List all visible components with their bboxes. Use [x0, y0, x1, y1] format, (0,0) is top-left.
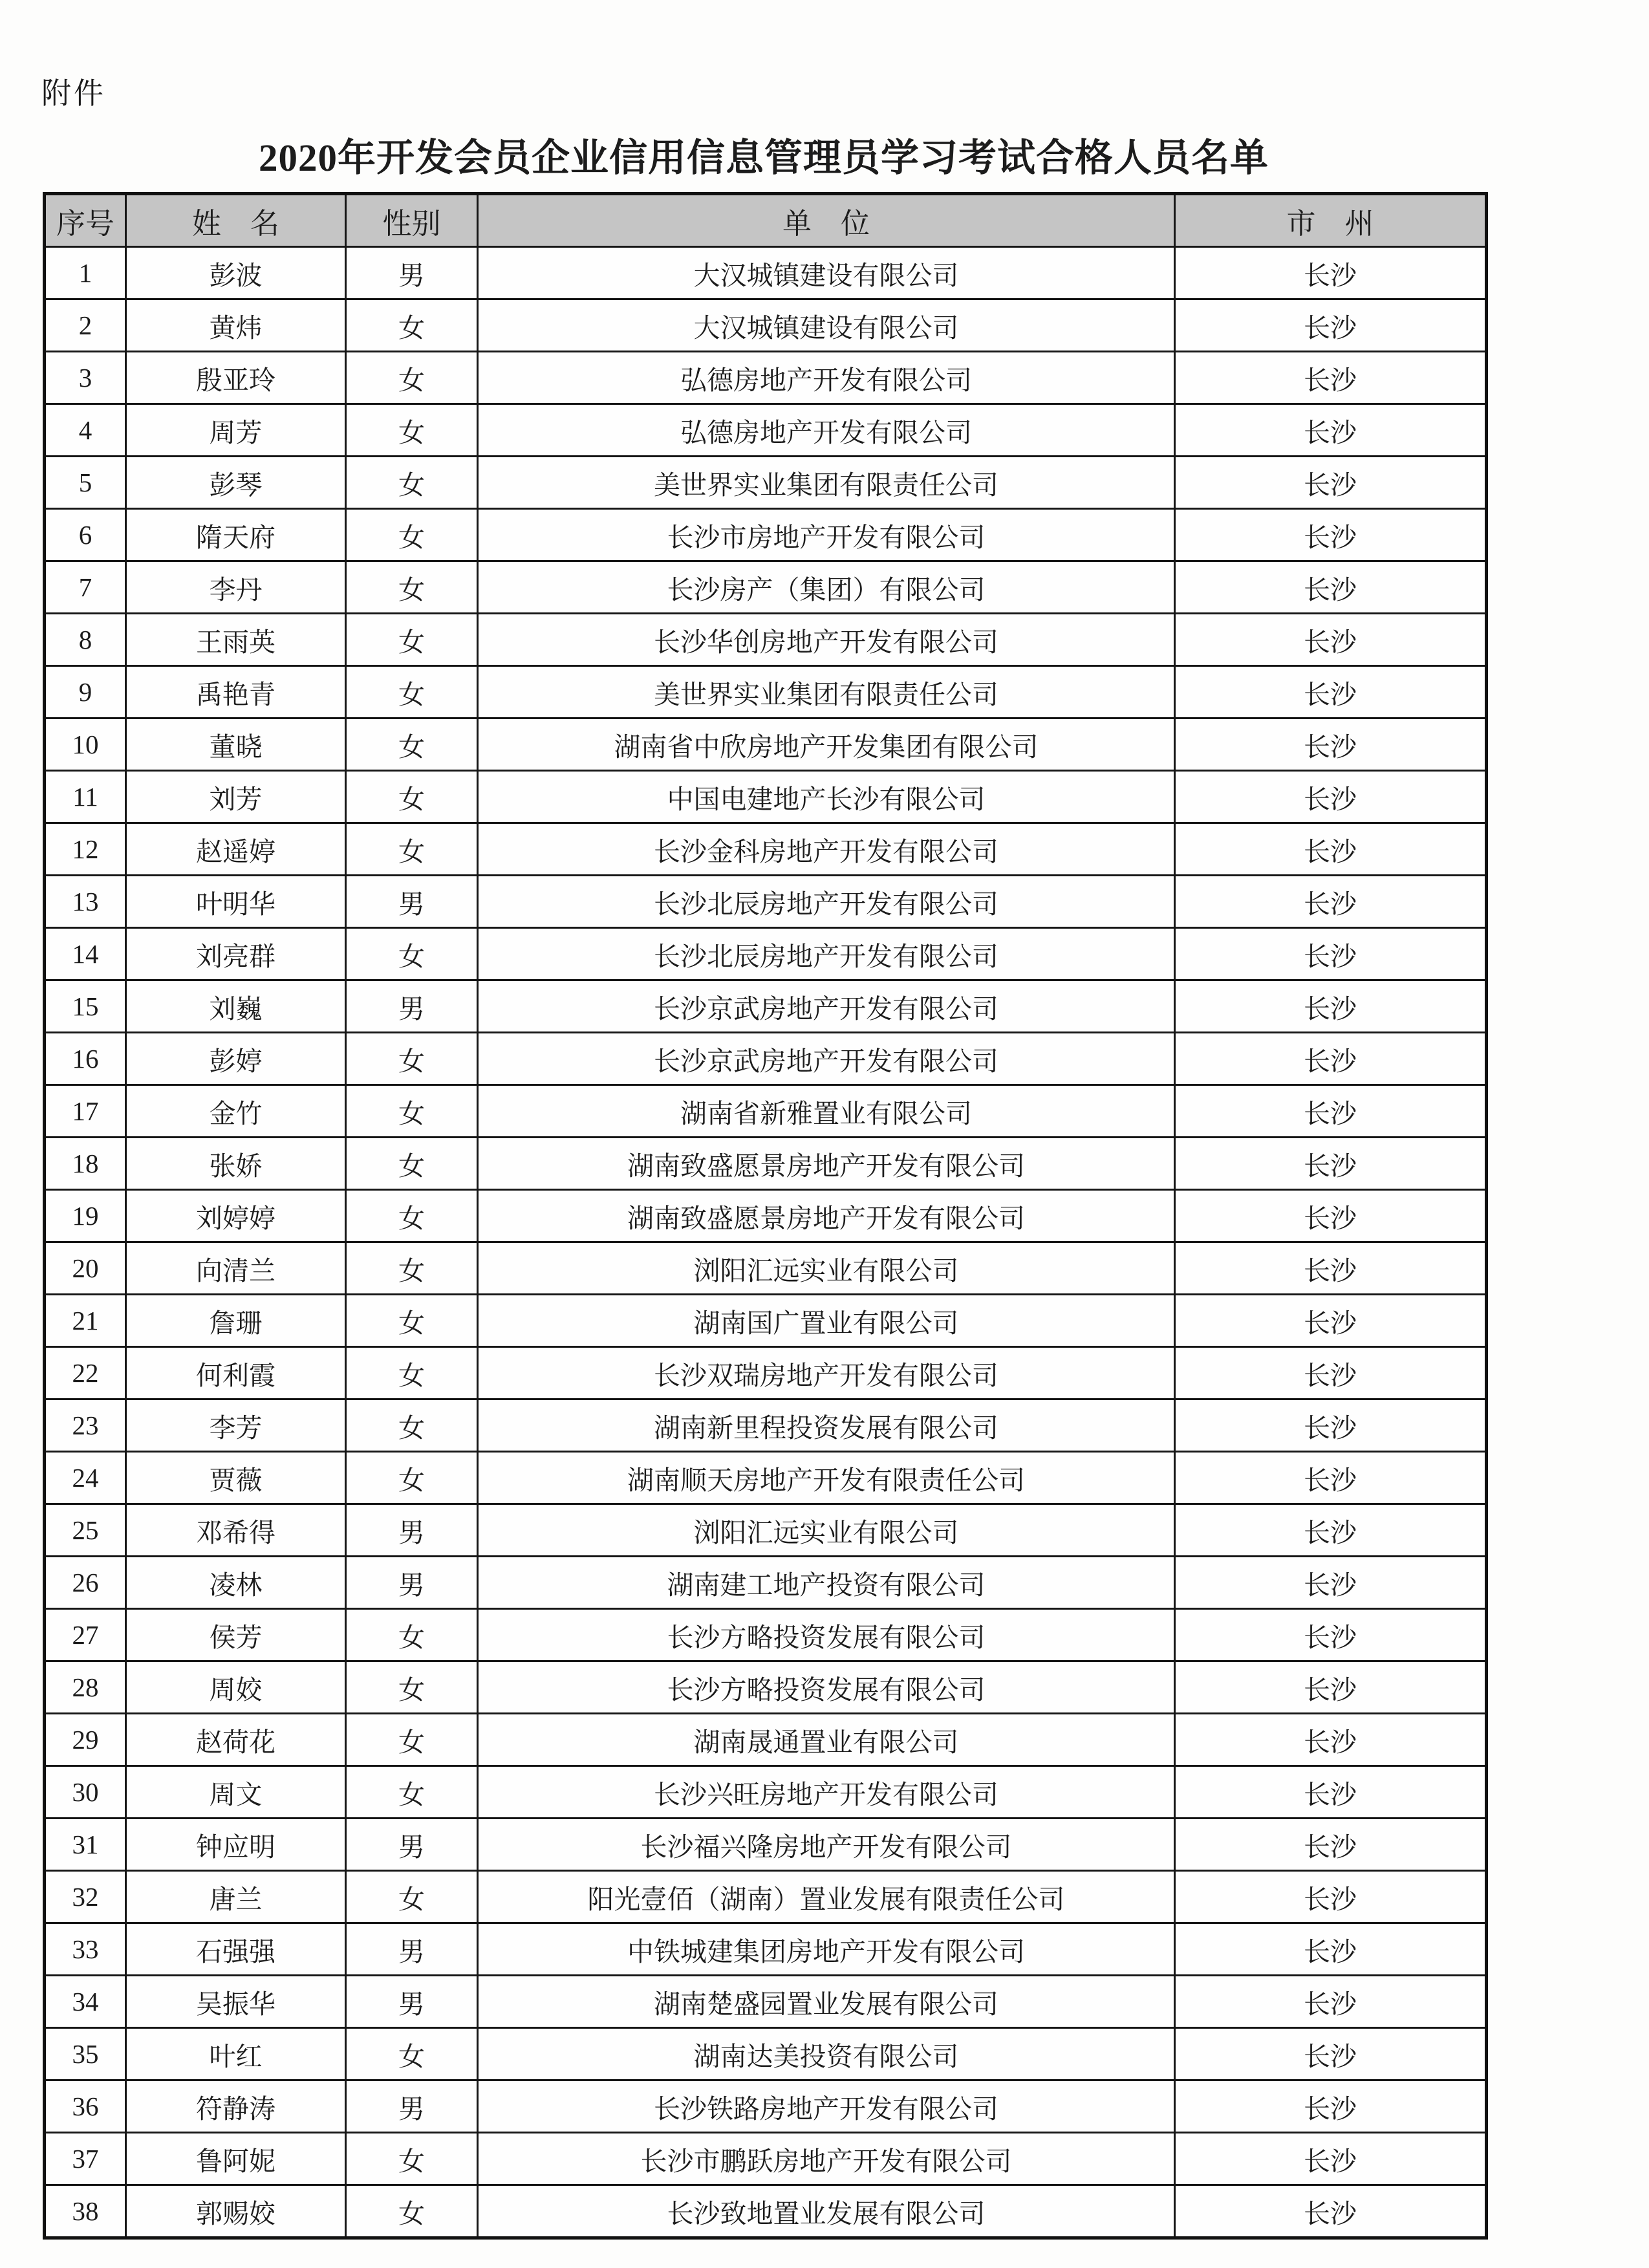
- table-row: [45, 1766, 1487, 1819]
- cell-index: 19: [45, 1190, 126, 1242]
- cell-name: 石强强: [126, 1923, 346, 1976]
- cell-index: 20: [45, 1242, 126, 1295]
- cell-name: 叶红: [126, 2028, 346, 2080]
- cell-index: 16: [45, 1033, 126, 1085]
- table-row: [45, 1557, 1487, 1609]
- cell-index: 2: [45, 299, 126, 352]
- cell-index: 26: [45, 1557, 126, 1609]
- cell-index: 29: [45, 1714, 126, 1766]
- cell-city: 长沙: [1175, 928, 1487, 980]
- cell-gender: 男: [346, 1557, 478, 1609]
- cell-name: 彭琴: [126, 457, 346, 509]
- cell-city: 长沙: [1175, 509, 1487, 561]
- cell-gender: 女: [346, 1085, 478, 1138]
- cell-company: 弘德房地产开发有限公司: [478, 404, 1175, 457]
- cell-index: 27: [45, 1609, 126, 1661]
- cell-index: 25: [45, 1504, 126, 1557]
- cell-index: 1: [45, 247, 126, 299]
- cell-city: 长沙: [1175, 1190, 1487, 1242]
- header-company: 单 位: [478, 194, 1175, 247]
- cell-gender: 女: [346, 1766, 478, 1819]
- cell-index: 3: [45, 352, 126, 404]
- cell-gender: 女: [346, 1033, 478, 1085]
- cell-company: 湖南致盛愿景房地产开发有限公司: [478, 1190, 1175, 1242]
- table-row: [45, 1138, 1487, 1190]
- cell-city: 长沙: [1175, 1033, 1487, 1085]
- table-row: [45, 2133, 1487, 2185]
- cell-gender: 女: [346, 718, 478, 771]
- cell-city: 长沙: [1175, 1399, 1487, 1452]
- cell-city: 长沙: [1175, 980, 1487, 1033]
- cell-name: 王雨英: [126, 614, 346, 666]
- cell-name: 郭赐姣: [126, 2185, 346, 2238]
- cell-gender: 女: [346, 1347, 478, 1399]
- cell-company: 阳光壹佰（湖南）置业发展有限责任公司: [478, 1871, 1175, 1923]
- cell-gender: 女: [346, 666, 478, 718]
- cell-name: 殷亚玲: [126, 352, 346, 404]
- cell-gender: 女: [346, 1661, 478, 1714]
- cell-company: 美世界实业集团有限责任公司: [478, 666, 1175, 718]
- table-row: [45, 614, 1487, 666]
- cell-company: 湖南晟通置业有限公司: [478, 1714, 1175, 1766]
- cell-gender: 男: [346, 2080, 478, 2133]
- table-row: [45, 1347, 1487, 1399]
- cell-city: 长沙: [1175, 247, 1487, 299]
- cell-company: 湖南新里程投资发展有限公司: [478, 1399, 1175, 1452]
- cell-company: 湖南建工地产投资有限公司: [478, 1557, 1175, 1609]
- table-row: [45, 1819, 1487, 1871]
- cell-name: 彭婷: [126, 1033, 346, 1085]
- cell-company: 长沙北辰房地产开发有限公司: [478, 928, 1175, 980]
- cell-name: 叶明华: [126, 876, 346, 928]
- table-row: [45, 247, 1487, 299]
- cell-company: 长沙方略投资发展有限公司: [478, 1661, 1175, 1714]
- cell-company: 浏阳汇远实业有限公司: [478, 1504, 1175, 1557]
- cell-gender: 女: [346, 1452, 478, 1504]
- cell-city: 长沙: [1175, 1976, 1487, 2028]
- cell-company: 湖南致盛愿景房地产开发有限公司: [478, 1138, 1175, 1190]
- cell-index: 8: [45, 614, 126, 666]
- cell-name: 周姣: [126, 1661, 346, 1714]
- cell-city: 长沙: [1175, 2028, 1487, 2080]
- cell-name: 向清兰: [126, 1242, 346, 1295]
- table-row: [45, 928, 1487, 980]
- cell-company: 长沙房产（集团）有限公司: [478, 561, 1175, 614]
- table-row: [45, 1976, 1487, 2028]
- cell-index: 37: [45, 2133, 126, 2185]
- cell-company: 中国电建地产长沙有限公司: [478, 771, 1175, 823]
- cell-city: 长沙: [1175, 299, 1487, 352]
- cell-city: 长沙: [1175, 2133, 1487, 2185]
- cell-city: 长沙: [1175, 457, 1487, 509]
- cell-index: 5: [45, 457, 126, 509]
- cell-gender: 女: [346, 1871, 478, 1923]
- table-row: [45, 1504, 1487, 1557]
- cell-company: 长沙兴旺房地产开发有限公司: [478, 1766, 1175, 1819]
- header-city: 市 州: [1175, 194, 1487, 247]
- cell-company: 湖南顺天房地产开发有限责任公司: [478, 1452, 1175, 1504]
- cell-index: 38: [45, 2185, 126, 2238]
- cell-city: 长沙: [1175, 1609, 1487, 1661]
- cell-name: 张娇: [126, 1138, 346, 1190]
- cell-name: 彭波: [126, 247, 346, 299]
- cell-city: 长沙: [1175, 1295, 1487, 1347]
- cell-index: 4: [45, 404, 126, 457]
- cell-city: 长沙: [1175, 718, 1487, 771]
- cell-city: 长沙: [1175, 1138, 1487, 1190]
- cell-city: 长沙: [1175, 771, 1487, 823]
- table-row: [45, 404, 1487, 457]
- cell-name: 禹艳青: [126, 666, 346, 718]
- table-row: [45, 299, 1487, 352]
- attachment-label: 附件: [41, 77, 106, 110]
- table-row: [45, 1661, 1487, 1714]
- cell-index: 12: [45, 823, 126, 876]
- cell-name: 刘芳: [126, 771, 346, 823]
- cell-index: 24: [45, 1452, 126, 1504]
- cell-company: 浏阳汇远实业有限公司: [478, 1242, 1175, 1295]
- cell-name: 唐兰: [126, 1871, 346, 1923]
- cell-city: 长沙: [1175, 1452, 1487, 1504]
- table-row: [45, 1399, 1487, 1452]
- cell-name: 何利霞: [126, 1347, 346, 1399]
- table-row: [45, 1033, 1487, 1085]
- table-row: [45, 1085, 1487, 1138]
- cell-name: 邓希得: [126, 1504, 346, 1557]
- cell-name: 李芳: [126, 1399, 346, 1452]
- table-row: [45, 666, 1487, 718]
- cell-index: 10: [45, 718, 126, 771]
- cell-name: 凌林: [126, 1557, 346, 1609]
- table-row: [45, 1242, 1487, 1295]
- page-title: 2020年开发会员企业信用信息管理员学习考试合格人员名单: [258, 136, 1269, 179]
- cell-name: 赵遥婷: [126, 823, 346, 876]
- table-row: [45, 718, 1487, 771]
- cell-name: 吴振华: [126, 1976, 346, 2028]
- cell-gender: 女: [346, 2133, 478, 2185]
- cell-gender: 女: [346, 2185, 478, 2238]
- header-gender: 性别: [346, 194, 478, 247]
- cell-company: 长沙双瑞房地产开发有限公司: [478, 1347, 1175, 1399]
- cell-city: 长沙: [1175, 614, 1487, 666]
- pass-list-table: [43, 192, 1488, 2240]
- table-row: [45, 1452, 1487, 1504]
- cell-index: 11: [45, 771, 126, 823]
- table-row: [45, 980, 1487, 1033]
- cell-index: 31: [45, 1819, 126, 1871]
- cell-gender: 男: [346, 247, 478, 299]
- cell-name: 刘巍: [126, 980, 346, 1033]
- table-row: [45, 1871, 1487, 1923]
- cell-gender: 女: [346, 299, 478, 352]
- cell-gender: 男: [346, 1504, 478, 1557]
- cell-company: 长沙方略投资发展有限公司: [478, 1609, 1175, 1661]
- cell-index: 13: [45, 876, 126, 928]
- cell-name: 詹珊: [126, 1295, 346, 1347]
- cell-city: 长沙: [1175, 1871, 1487, 1923]
- cell-gender: 女: [346, 2028, 478, 2080]
- cell-index: 9: [45, 666, 126, 718]
- cell-gender: 女: [346, 1295, 478, 1347]
- cell-name: 刘亮群: [126, 928, 346, 980]
- cell-gender: 女: [346, 771, 478, 823]
- cell-city: 长沙: [1175, 2080, 1487, 2133]
- cell-city: 长沙: [1175, 1714, 1487, 1766]
- cell-company: 长沙北辰房地产开发有限公司: [478, 876, 1175, 928]
- cell-name: 钟应明: [126, 1819, 346, 1871]
- cell-city: 长沙: [1175, 1085, 1487, 1138]
- header-row: [45, 194, 1487, 247]
- table-row: [45, 1714, 1487, 1766]
- cell-city: 长沙: [1175, 1819, 1487, 1871]
- cell-index: 36: [45, 2080, 126, 2133]
- cell-gender: 女: [346, 1190, 478, 1242]
- cell-gender: 女: [346, 509, 478, 561]
- cell-city: 长沙: [1175, 666, 1487, 718]
- cell-index: 22: [45, 1347, 126, 1399]
- cell-index: 32: [45, 1871, 126, 1923]
- cell-company: 长沙市鹏跃房地产开发有限公司: [478, 2133, 1175, 2185]
- cell-index: 28: [45, 1661, 126, 1714]
- cell-index: 14: [45, 928, 126, 980]
- cell-company: 湖南国广置业有限公司: [478, 1295, 1175, 1347]
- header-name: 姓 名: [126, 194, 346, 247]
- cell-name: 周芳: [126, 404, 346, 457]
- cell-gender: 女: [346, 1399, 478, 1452]
- cell-city: 长沙: [1175, 352, 1487, 404]
- cell-company: 湖南达美投资有限公司: [478, 2028, 1175, 2080]
- cell-company: 长沙市房地产开发有限公司: [478, 509, 1175, 561]
- table-row: [45, 1609, 1487, 1661]
- cell-index: 6: [45, 509, 126, 561]
- cell-gender: 女: [346, 823, 478, 876]
- cell-company: 湖南省新雅置业有限公司: [478, 1085, 1175, 1138]
- cell-name: 贾薇: [126, 1452, 346, 1504]
- cell-company: 湖南楚盛园置业发展有限公司: [478, 1976, 1175, 2028]
- cell-company: 长沙京武房地产开发有限公司: [478, 980, 1175, 1033]
- table-row: [45, 876, 1487, 928]
- cell-gender: 女: [346, 404, 478, 457]
- cell-city: 长沙: [1175, 1242, 1487, 1295]
- table-row: [45, 1190, 1487, 1242]
- table-row: [45, 771, 1487, 823]
- cell-name: 金竹: [126, 1085, 346, 1138]
- table-row: [45, 1923, 1487, 1976]
- cell-city: 长沙: [1175, 876, 1487, 928]
- table-row: [45, 509, 1487, 561]
- cell-gender: 女: [346, 1242, 478, 1295]
- cell-gender: 男: [346, 980, 478, 1033]
- cell-index: 21: [45, 1295, 126, 1347]
- table-row: [45, 2028, 1487, 2080]
- cell-index: 34: [45, 1976, 126, 2028]
- cell-gender: 女: [346, 1714, 478, 1766]
- cell-company: 长沙福兴隆房地产开发有限公司: [478, 1819, 1175, 1871]
- cell-company: 长沙华创房地产开发有限公司: [478, 614, 1175, 666]
- cell-name: 刘婷婷: [126, 1190, 346, 1242]
- cell-company: 大汉城镇建设有限公司: [478, 299, 1175, 352]
- cell-gender: 女: [346, 352, 478, 404]
- cell-gender: 女: [346, 561, 478, 614]
- cell-company: 长沙京武房地产开发有限公司: [478, 1033, 1175, 1085]
- table-row: [45, 2080, 1487, 2133]
- cell-name: 符静涛: [126, 2080, 346, 2133]
- cell-company: 大汉城镇建设有限公司: [478, 247, 1175, 299]
- cell-index: 33: [45, 1923, 126, 1976]
- table-row: [45, 823, 1487, 876]
- cell-index: 7: [45, 561, 126, 614]
- cell-gender: 女: [346, 614, 478, 666]
- cell-gender: 男: [346, 876, 478, 928]
- cell-city: 长沙: [1175, 404, 1487, 457]
- cell-gender: 女: [346, 1138, 478, 1190]
- cell-name: 周文: [126, 1766, 346, 1819]
- cell-gender: 女: [346, 457, 478, 509]
- cell-gender: 女: [346, 928, 478, 980]
- cell-index: 35: [45, 2028, 126, 2080]
- cell-gender: 男: [346, 1923, 478, 1976]
- cell-name: 鲁阿妮: [126, 2133, 346, 2185]
- cell-company: 中铁城建集团房地产开发有限公司: [478, 1923, 1175, 1976]
- header-index: 序号: [45, 194, 126, 247]
- cell-name: 隋天府: [126, 509, 346, 561]
- table-row: [45, 1295, 1487, 1347]
- cell-index: 30: [45, 1766, 126, 1819]
- cell-city: 长沙: [1175, 1661, 1487, 1714]
- table-row: [45, 561, 1487, 614]
- cell-city: 长沙: [1175, 1557, 1487, 1609]
- cell-name: 董晓: [126, 718, 346, 771]
- cell-city: 长沙: [1175, 561, 1487, 614]
- cell-name: 李丹: [126, 561, 346, 614]
- cell-city: 长沙: [1175, 2185, 1487, 2238]
- cell-city: 长沙: [1175, 1347, 1487, 1399]
- cell-name: 黄炜: [126, 299, 346, 352]
- cell-city: 长沙: [1175, 1504, 1487, 1557]
- cell-name: 赵荷花: [126, 1714, 346, 1766]
- cell-company: 湖南省中欣房地产开发集团有限公司: [478, 718, 1175, 771]
- cell-index: 23: [45, 1399, 126, 1452]
- cell-city: 长沙: [1175, 823, 1487, 876]
- cell-index: 15: [45, 980, 126, 1033]
- cell-company: 长沙金科房地产开发有限公司: [478, 823, 1175, 876]
- cell-gender: 女: [346, 1609, 478, 1661]
- cell-city: 长沙: [1175, 1766, 1487, 1819]
- table-row: [45, 2185, 1487, 2238]
- cell-gender: 男: [346, 1819, 478, 1871]
- cell-name: 侯芳: [126, 1609, 346, 1661]
- cell-company: 长沙致地置业发展有限公司: [478, 2185, 1175, 2238]
- cell-gender: 男: [346, 1976, 478, 2028]
- table-row: [45, 352, 1487, 404]
- cell-city: 长沙: [1175, 1923, 1487, 1976]
- cell-company: 弘德房地产开发有限公司: [478, 352, 1175, 404]
- cell-index: 18: [45, 1138, 126, 1190]
- cell-company: 长沙铁路房地产开发有限公司: [478, 2080, 1175, 2133]
- cell-company: 美世界实业集团有限责任公司: [478, 457, 1175, 509]
- table-row: [45, 457, 1487, 509]
- cell-index: 17: [45, 1085, 126, 1138]
